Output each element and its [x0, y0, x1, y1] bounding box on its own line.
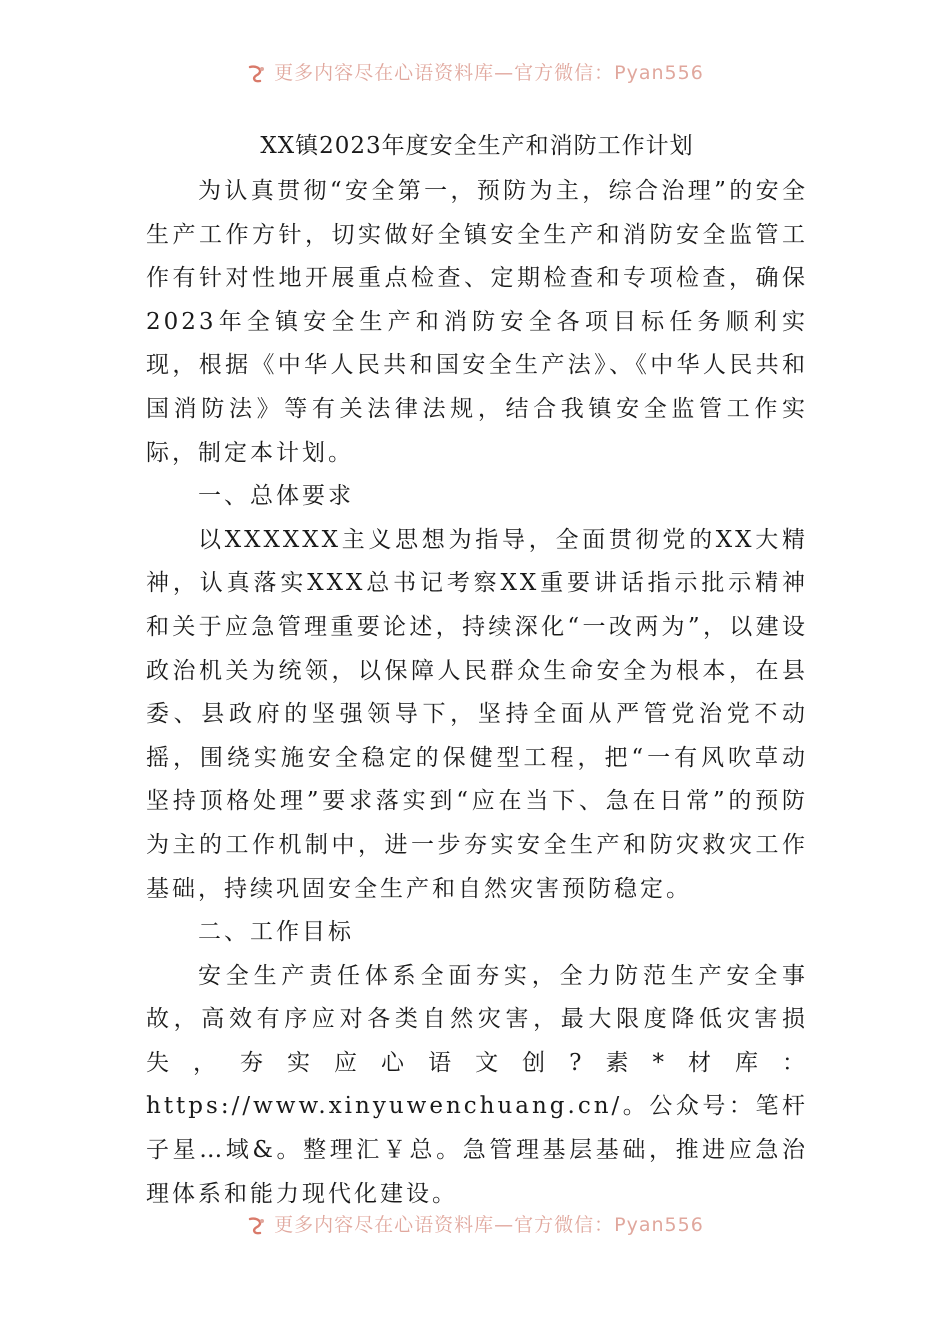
footer-watermark-text: 更多内容尽在心语资料库—官方微信：Pyan556: [274, 1214, 704, 1236]
section-heading-work-goals: 二、工作目标: [198, 919, 354, 946]
header-watermark-text: 更多内容尽在心语资料库—官方微信：Pyan556: [274, 62, 704, 84]
document-title: XX镇2023年度安全生产和消防工作计划: [260, 133, 694, 159]
watermark-logo-icon: [246, 63, 268, 85]
watermark-logo-icon: [246, 1215, 268, 1237]
section-heading-general-requirements: 一、总体要求: [198, 483, 354, 510]
header-watermark: [0, 58, 950, 85]
work-goals-paragraph: 安全生产责任体系全面夯实，全力防范生产安全事故，高效有序应对各类自然灾害，最大限度降低灾害损失，夯实应心语文创?素*材库：https://www.xinyuwenchuang.cn/。公众号：笔杆子星…域&。整理汇￥总。急管理基层基础，推进应急治理体系和能力现代化建设。: [146, 962, 808, 1207]
footer-watermark: [0, 1210, 950, 1237]
document-body: [146, 126, 808, 1216]
general-requirements-paragraph: 以XXXXXX主义思想为指导，全面贯彻党的XX大精神，认真落实XXX总书记考察XX重要讲话指示批示精神和关于应急管理重要论述，持续深化“一改两为”，以建设政治机关为统领，以保障人民群众生命安全为根本，在县委、县政府的坚强领导下，坚持全面从严管党治党不动摇，围绕实施安全稳定的保健型工程，把“一有风吹草动坚持顶格处理”要求落实到“应在当下、急在日常”的预防为主的工作机制中，进一步夯实安全生产和防灾救灾工作基础，持续巩固安全生产和自然灾害预防稳定。: [146, 526, 808, 902]
intro-paragraph: 为认真贯彻“安全第一，预防为主，综合治理”的安全生产工作方针，切实做好全镇安全生产和消防安全监管工作有针对性地开展重点检查、定期检查和专项检查，确保2023年全镇安全生产和消防安全各项目标任务顺利实现，根据《中华人民共和国安全生产法》、《中华人民共和国消防法》等有关法律法规，结合我镇安全监管工作实际，制定本计划。: [146, 178, 808, 466]
